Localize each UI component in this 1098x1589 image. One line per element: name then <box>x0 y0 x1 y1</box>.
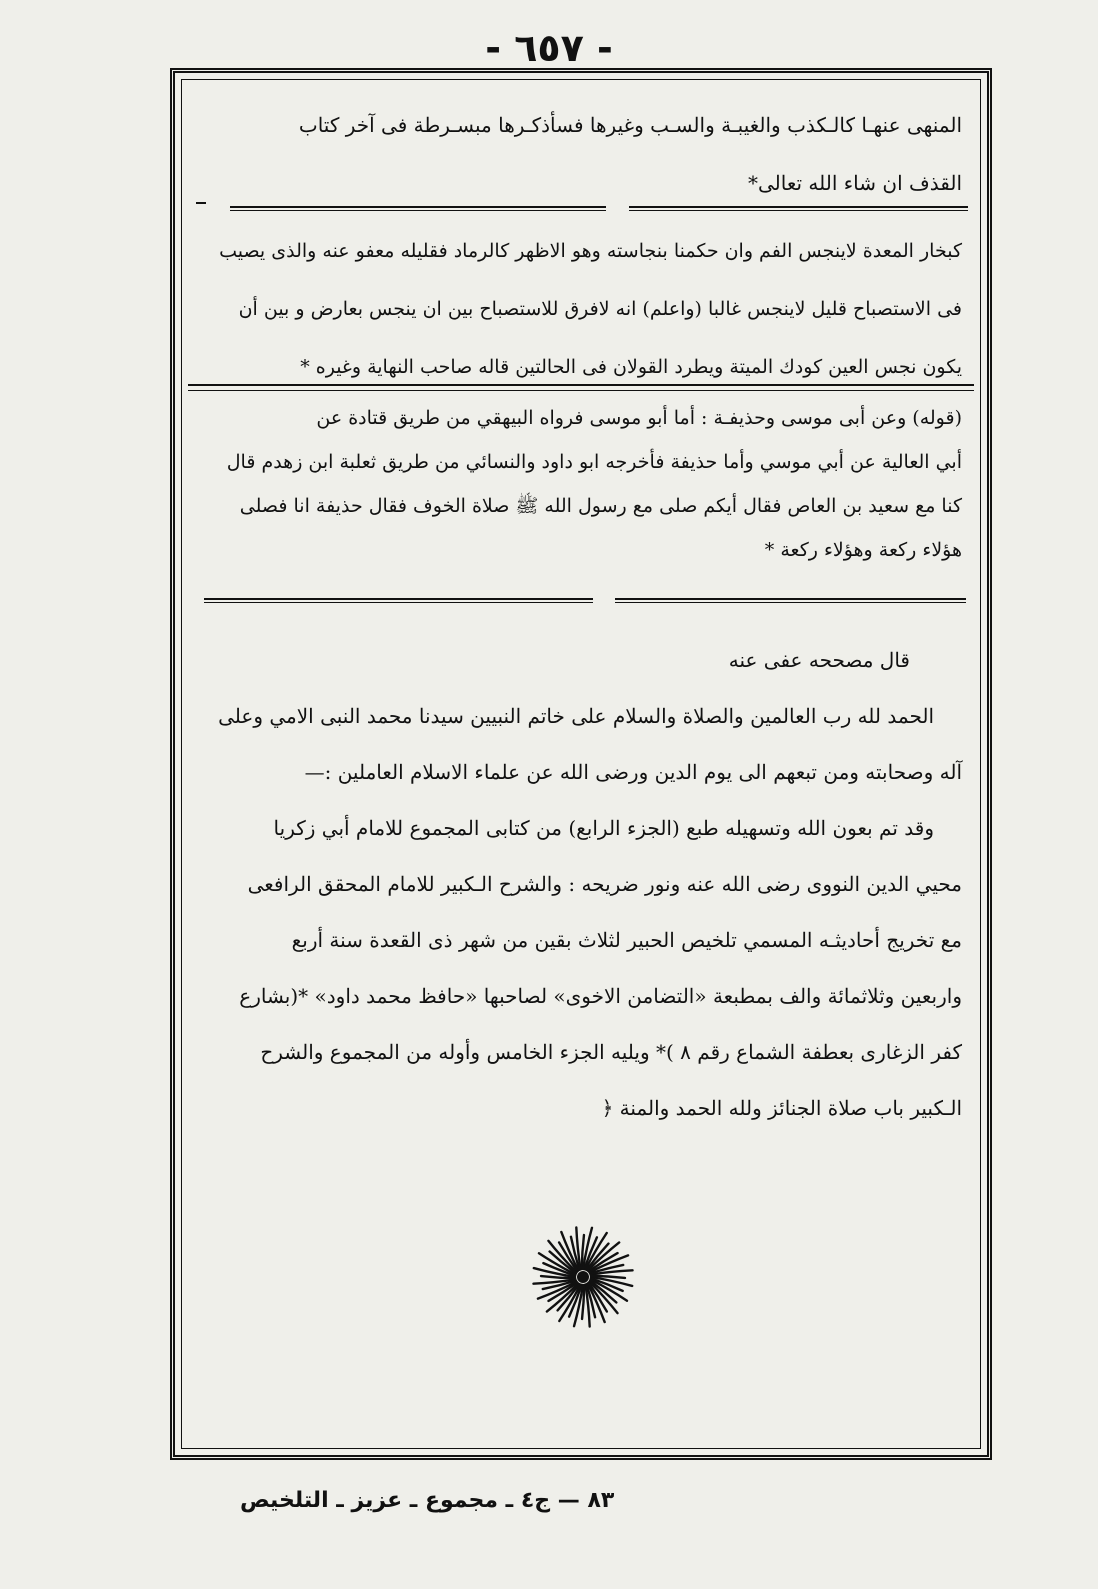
text-line: (قوله) وعن أبى موسى وحذيفـة : أما أبو موسى فرواه البيهقي من طريق قتادة عن <box>316 407 962 429</box>
separator <box>188 384 974 391</box>
text-line: هؤلاء ركعة وهؤلاء ركعة * <box>764 539 962 561</box>
page-number: - ٦٥٧ - <box>485 26 613 70</box>
text-line: فى الاستصباح قليل لاينجس غالبا (واعلم) انه لافرق للاستصباح بين ان ينجس بعارض و بين أن <box>238 298 962 320</box>
text-line: وقد تم بعون الله وتسهيله طبع (الجزء الرابع) من كتابى المجموع للامام أبي زكريا <box>273 816 934 840</box>
separator <box>230 206 968 212</box>
section-4 <box>192 632 962 1136</box>
separator <box>204 598 966 604</box>
section-heading: قال مصححه عفى عنه <box>728 648 910 672</box>
section-2 <box>192 222 962 396</box>
text-line: آله وصحابته ومن تبعهم الى يوم الدين ورضى الله عن علماء الاسلام العاملين :— <box>304 760 962 784</box>
text-line: يكون نجس العين كودك الميتة ويطرد القولان فى الحالتين قاله صاحب النهاية وغيره * <box>300 356 962 378</box>
text-line: كفر الزغارى بعطفة الشماع رقم ٨ )* ويليه الجزء الخامس وأوله من المجموع والشرح <box>260 1040 962 1064</box>
text-line: أبي العالية عن أبي موسي وأما حذيفة فأخرجه ابو داود والنسائي من طريق ثعلبة ابن زهدم قال <box>226 451 962 473</box>
text-line: الحمد لله رب العالمين والصلاة والسلام على خاتم النبيين سيدنا محمد النبى الامي وعلى <box>218 704 934 728</box>
text-line: كبخار المعدة لاينجس الفم وان حكمنا بنجاسته وهو الاظهر كالرماد فقليله معفو عنه والذى يصيب <box>219 240 962 262</box>
section-3 <box>192 396 962 572</box>
text-line: محيي الدين النووى رضى الله عنه ونور ضريحه : والشرح الـكبير للامام المحقق الرافعى <box>247 872 962 896</box>
text-line: واربعين وثلاثمائة والف بمطبعة «التضامن الاخوى» لصاحبها «حافظ محمد داود» *(بشارع <box>239 984 962 1008</box>
text-line: مع تخريج أحاديثـه المسمي تلخيص الحبير لثلاث بقين من شهر ذى القعدة سنة أربع <box>291 928 962 952</box>
page-footer: ٨٣ — ج٤ ـ مجموع ـ عزيز ـ التلخيص <box>240 1488 615 1513</box>
text-line: الـكبير باب صلاة الجنائز ولله الحمد والمنة ﴿ <box>601 1096 962 1120</box>
text-line: المنهى عنهـا كالـكذب والغيبـة والسـب وغيرها فسأذكـرها مبسـرطة فى آخر كتاب <box>298 113 962 137</box>
text-line: القذف ان شاء الله تعالى* <box>748 171 962 195</box>
sunburst-ornament-icon <box>528 1222 638 1332</box>
section-1 <box>192 96 962 212</box>
text-line: كنا مع سعيد بن العاص فقال أيكم صلى مع رسول الله ﷺ صلاة الخوف فقال حذيفة انا فصلى <box>239 495 962 517</box>
